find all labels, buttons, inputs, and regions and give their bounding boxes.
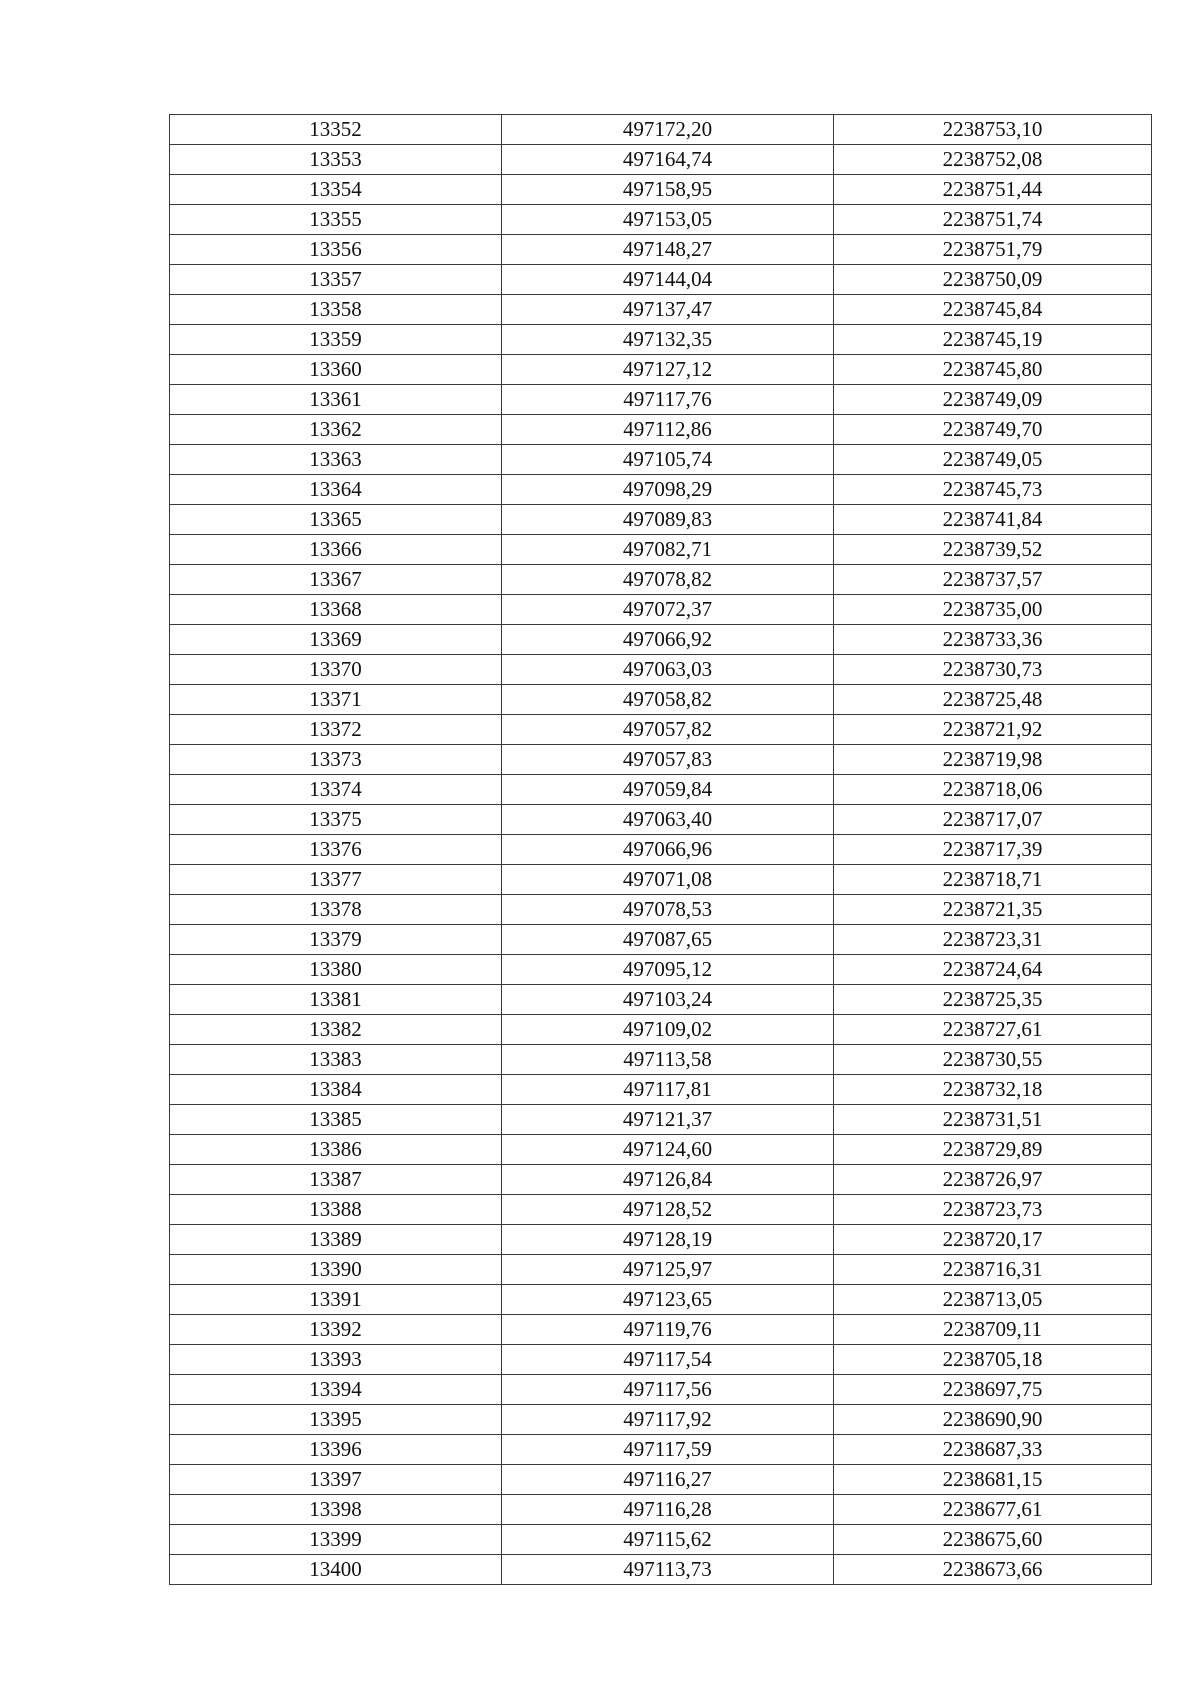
table-row: [170, 445, 1152, 475]
x-coordinate-cell: 497172,20: [502, 115, 834, 145]
table-row: [170, 1525, 1152, 1555]
x-coordinate-cell: 497137,47: [502, 295, 834, 325]
y-coordinate-cell: 2238731,51: [834, 1105, 1152, 1135]
x-coordinate-cell: 497128,19: [502, 1225, 834, 1255]
table-row: [170, 865, 1152, 895]
point-number-cell: 13392: [170, 1315, 502, 1345]
table-row: [170, 1225, 1152, 1255]
table-row: [170, 925, 1152, 955]
y-coordinate-cell: 2238729,89: [834, 1135, 1152, 1165]
x-coordinate-cell: 497124,60: [502, 1135, 834, 1165]
x-coordinate-cell: 497117,54: [502, 1345, 834, 1375]
table-row: [170, 325, 1152, 355]
y-coordinate-cell: 2238717,07: [834, 805, 1152, 835]
point-number-cell: 13399: [170, 1525, 502, 1555]
table-row: [170, 1045, 1152, 1075]
x-coordinate-cell: 497153,05: [502, 205, 834, 235]
table-row: [170, 1495, 1152, 1525]
y-coordinate-cell: 2238749,70: [834, 415, 1152, 445]
x-coordinate-cell: 497103,24: [502, 985, 834, 1015]
table-row: [170, 1075, 1152, 1105]
y-coordinate-cell: 2238723,73: [834, 1195, 1152, 1225]
y-coordinate-cell: 2238732,18: [834, 1075, 1152, 1105]
x-coordinate-cell: 497071,08: [502, 865, 834, 895]
x-coordinate-cell: 497117,81: [502, 1075, 834, 1105]
table-row: [170, 715, 1152, 745]
y-coordinate-cell: 2238730,73: [834, 655, 1152, 685]
y-coordinate-cell: 2238750,09: [834, 265, 1152, 295]
point-number-cell: 13368: [170, 595, 502, 625]
point-number-cell: 13357: [170, 265, 502, 295]
x-coordinate-cell: 497063,40: [502, 805, 834, 835]
point-number-cell: 13356: [170, 235, 502, 265]
x-coordinate-cell: 497078,53: [502, 895, 834, 925]
point-number-cell: 13359: [170, 325, 502, 355]
table-row: [170, 655, 1152, 685]
x-coordinate-cell: 497112,86: [502, 415, 834, 445]
point-number-cell: 13358: [170, 295, 502, 325]
point-number-cell: 13365: [170, 505, 502, 535]
x-coordinate-cell: 497057,83: [502, 745, 834, 775]
point-number-cell: 13372: [170, 715, 502, 745]
y-coordinate-cell: 2238724,64: [834, 955, 1152, 985]
table-row: [170, 745, 1152, 775]
table-row: [170, 475, 1152, 505]
x-coordinate-cell: 497117,59: [502, 1435, 834, 1465]
point-number-cell: 13393: [170, 1345, 502, 1375]
point-number-cell: 13384: [170, 1075, 502, 1105]
y-coordinate-cell: 2238741,84: [834, 505, 1152, 535]
point-number-cell: 13390: [170, 1255, 502, 1285]
point-number-cell: 13373: [170, 745, 502, 775]
x-coordinate-cell: 497066,96: [502, 835, 834, 865]
x-coordinate-cell: 497095,12: [502, 955, 834, 985]
y-coordinate-cell: 2238720,17: [834, 1225, 1152, 1255]
table-row: [170, 1285, 1152, 1315]
x-coordinate-cell: 497148,27: [502, 235, 834, 265]
coordinates-table: [169, 114, 1152, 1585]
y-coordinate-cell: 2238737,57: [834, 565, 1152, 595]
table-row: [170, 1465, 1152, 1495]
coordinates-table-body: [170, 115, 1152, 1585]
point-number-cell: 13395: [170, 1405, 502, 1435]
y-coordinate-cell: 2238716,31: [834, 1255, 1152, 1285]
point-number-cell: 13366: [170, 535, 502, 565]
x-coordinate-cell: 497063,03: [502, 655, 834, 685]
table-row: [170, 1135, 1152, 1165]
table-row: [170, 1165, 1152, 1195]
table-row: [170, 775, 1152, 805]
point-number-cell: 13376: [170, 835, 502, 865]
y-coordinate-cell: 2238739,52: [834, 535, 1152, 565]
point-number-cell: 13369: [170, 625, 502, 655]
y-coordinate-cell: 2238749,09: [834, 385, 1152, 415]
y-coordinate-cell: 2238745,84: [834, 295, 1152, 325]
y-coordinate-cell: 2238751,79: [834, 235, 1152, 265]
point-number-cell: 13364: [170, 475, 502, 505]
point-number-cell: 13363: [170, 445, 502, 475]
y-coordinate-cell: 2238690,90: [834, 1405, 1152, 1435]
point-number-cell: 13387: [170, 1165, 502, 1195]
x-coordinate-cell: 497113,58: [502, 1045, 834, 1075]
point-number-cell: 13386: [170, 1135, 502, 1165]
y-coordinate-cell: 2238723,31: [834, 925, 1152, 955]
x-coordinate-cell: 497123,65: [502, 1285, 834, 1315]
y-coordinate-cell: 2238673,66: [834, 1555, 1152, 1585]
table-row: [170, 505, 1152, 535]
point-number-cell: 13362: [170, 415, 502, 445]
x-coordinate-cell: 497058,82: [502, 685, 834, 715]
y-coordinate-cell: 2238721,92: [834, 715, 1152, 745]
x-coordinate-cell: 497066,92: [502, 625, 834, 655]
point-number-cell: 13377: [170, 865, 502, 895]
point-number-cell: 13385: [170, 1105, 502, 1135]
table-row: [170, 1555, 1152, 1585]
table-row: [170, 685, 1152, 715]
x-coordinate-cell: 497116,28: [502, 1495, 834, 1525]
point-number-cell: 13361: [170, 385, 502, 415]
point-number-cell: 13397: [170, 1465, 502, 1495]
point-number-cell: 13389: [170, 1225, 502, 1255]
point-number-cell: 13355: [170, 205, 502, 235]
point-number-cell: 13382: [170, 1015, 502, 1045]
y-coordinate-cell: 2238709,11: [834, 1315, 1152, 1345]
y-coordinate-cell: 2238713,05: [834, 1285, 1152, 1315]
y-coordinate-cell: 2238726,97: [834, 1165, 1152, 1195]
y-coordinate-cell: 2238751,74: [834, 205, 1152, 235]
table-row: [170, 955, 1152, 985]
table-row: [170, 1435, 1152, 1465]
point-number-cell: 13370: [170, 655, 502, 685]
x-coordinate-cell: 497089,83: [502, 505, 834, 535]
x-coordinate-cell: 497128,52: [502, 1195, 834, 1225]
x-coordinate-cell: 497117,76: [502, 385, 834, 415]
y-coordinate-cell: 2238725,48: [834, 685, 1152, 715]
table-row: [170, 985, 1152, 1015]
y-coordinate-cell: 2238725,35: [834, 985, 1152, 1015]
y-coordinate-cell: 2238745,80: [834, 355, 1152, 385]
x-coordinate-cell: 497078,82: [502, 565, 834, 595]
y-coordinate-cell: 2238727,61: [834, 1015, 1152, 1045]
table-row: [170, 1375, 1152, 1405]
table-row: [170, 895, 1152, 925]
x-coordinate-cell: 497115,62: [502, 1525, 834, 1555]
point-number-cell: 13398: [170, 1495, 502, 1525]
x-coordinate-cell: 497117,56: [502, 1375, 834, 1405]
table-row: [170, 145, 1152, 175]
table-row: [170, 205, 1152, 235]
y-coordinate-cell: 2238697,75: [834, 1375, 1152, 1405]
table-row: [170, 835, 1152, 865]
y-coordinate-cell: 2238705,18: [834, 1345, 1152, 1375]
y-coordinate-cell: 2238681,15: [834, 1465, 1152, 1495]
x-coordinate-cell: 497132,35: [502, 325, 834, 355]
table-row: [170, 265, 1152, 295]
point-number-cell: 13353: [170, 145, 502, 175]
point-number-cell: 13378: [170, 895, 502, 925]
point-number-cell: 13374: [170, 775, 502, 805]
table-row: [170, 385, 1152, 415]
table-row: [170, 295, 1152, 325]
point-number-cell: 13360: [170, 355, 502, 385]
y-coordinate-cell: 2238733,36: [834, 625, 1152, 655]
point-number-cell: 13396: [170, 1435, 502, 1465]
table-row: [170, 805, 1152, 835]
x-coordinate-cell: 497144,04: [502, 265, 834, 295]
y-coordinate-cell: 2238730,55: [834, 1045, 1152, 1075]
table-row: [170, 1405, 1152, 1435]
point-number-cell: 13383: [170, 1045, 502, 1075]
point-number-cell: 13354: [170, 175, 502, 205]
y-coordinate-cell: 2238735,00: [834, 595, 1152, 625]
y-coordinate-cell: 2238751,44: [834, 175, 1152, 205]
point-number-cell: 13371: [170, 685, 502, 715]
table-row: [170, 535, 1152, 565]
table-row: [170, 595, 1152, 625]
x-coordinate-cell: 497164,74: [502, 145, 834, 175]
x-coordinate-cell: 497116,27: [502, 1465, 834, 1495]
point-number-cell: 13388: [170, 1195, 502, 1225]
x-coordinate-cell: 497117,92: [502, 1405, 834, 1435]
table-row: [170, 355, 1152, 385]
x-coordinate-cell: 497113,73: [502, 1555, 834, 1585]
y-coordinate-cell: 2238745,73: [834, 475, 1152, 505]
table-row: [170, 1195, 1152, 1225]
table-row: [170, 175, 1152, 205]
y-coordinate-cell: 2238687,33: [834, 1435, 1152, 1465]
x-coordinate-cell: 497105,74: [502, 445, 834, 475]
x-coordinate-cell: 497158,95: [502, 175, 834, 205]
table-row: [170, 1315, 1152, 1345]
x-coordinate-cell: 497057,82: [502, 715, 834, 745]
x-coordinate-cell: 497087,65: [502, 925, 834, 955]
x-coordinate-cell: 497098,29: [502, 475, 834, 505]
y-coordinate-cell: 2238717,39: [834, 835, 1152, 865]
table-row: [170, 1345, 1152, 1375]
y-coordinate-cell: 2238721,35: [834, 895, 1152, 925]
point-number-cell: 13367: [170, 565, 502, 595]
x-coordinate-cell: 497119,76: [502, 1315, 834, 1345]
y-coordinate-cell: 2238753,10: [834, 115, 1152, 145]
y-coordinate-cell: 2238745,19: [834, 325, 1152, 355]
table-row: [170, 565, 1152, 595]
y-coordinate-cell: 2238675,60: [834, 1525, 1152, 1555]
table-row: [170, 235, 1152, 265]
y-coordinate-cell: 2238719,98: [834, 745, 1152, 775]
table-row: [170, 625, 1152, 655]
point-number-cell: 13379: [170, 925, 502, 955]
point-number-cell: 13375: [170, 805, 502, 835]
point-number-cell: 13380: [170, 955, 502, 985]
x-coordinate-cell: 497127,12: [502, 355, 834, 385]
y-coordinate-cell: 2238718,06: [834, 775, 1152, 805]
y-coordinate-cell: 2238749,05: [834, 445, 1152, 475]
x-coordinate-cell: 497109,02: [502, 1015, 834, 1045]
x-coordinate-cell: 497121,37: [502, 1105, 834, 1135]
x-coordinate-cell: 497072,37: [502, 595, 834, 625]
table-row: [170, 115, 1152, 145]
point-number-cell: 13394: [170, 1375, 502, 1405]
x-coordinate-cell: 497059,84: [502, 775, 834, 805]
table-row: [170, 415, 1152, 445]
table-row: [170, 1015, 1152, 1045]
point-number-cell: 13381: [170, 985, 502, 1015]
y-coordinate-cell: 2238752,08: [834, 145, 1152, 175]
y-coordinate-cell: 2238718,71: [834, 865, 1152, 895]
x-coordinate-cell: 497082,71: [502, 535, 834, 565]
point-number-cell: 13400: [170, 1555, 502, 1585]
point-number-cell: 13352: [170, 115, 502, 145]
x-coordinate-cell: 497125,97: [502, 1255, 834, 1285]
table-row: [170, 1105, 1152, 1135]
table-row: [170, 1255, 1152, 1285]
document-page: [169, 114, 1151, 1585]
y-coordinate-cell: 2238677,61: [834, 1495, 1152, 1525]
point-number-cell: 13391: [170, 1285, 502, 1315]
x-coordinate-cell: 497126,84: [502, 1165, 834, 1195]
